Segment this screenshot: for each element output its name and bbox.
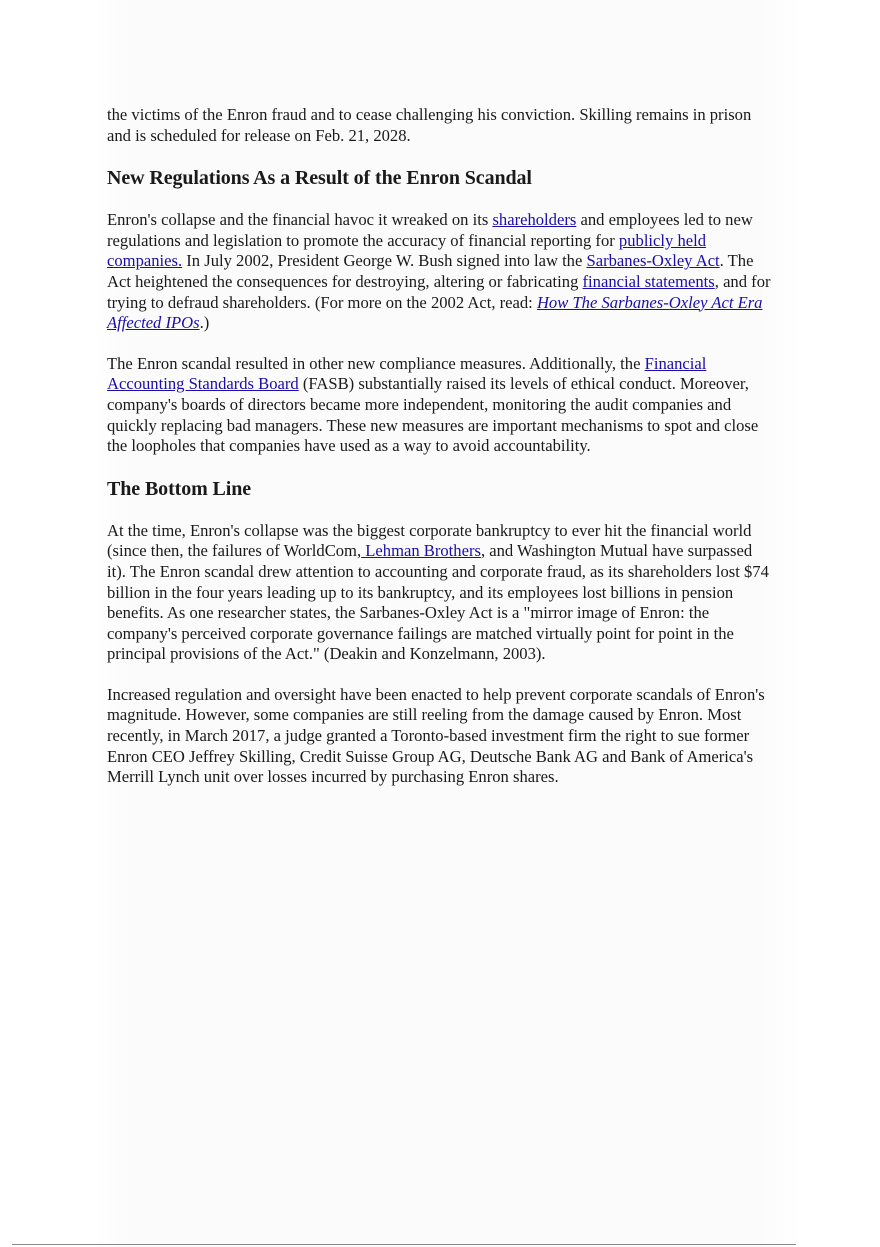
- text-span: The Enron scandal resulted in other new compliance measures. Additionally, the: [107, 353, 645, 373]
- text-span: Enron's collapse and the financial havoc it wreaked on its: [107, 210, 493, 230]
- paragraph-intro: the victims of the Enron fraud and to cease challenging his conviction. Skilling remains in prison and is scheduled for release on Feb. 21, 2028.: [107, 105, 752, 145]
- paragraph-oversight: Increased regulation and oversight have been enacted to help prevent corporate scandals of Enron's magnitude. However, some companies are still reeling from the damage caused by Enron. Most recently, in March 2017, a judge granted a Toronto-based investment firm the right to sue former Enron CEO Jeffrey Skilling, Credit Suisse Group AG, Deutsche Bank AG and Bank of America's Merrill Lynch unit over losses incurred by purchasing Enron shares.: [107, 684, 765, 787]
- link-lehman-brothers[interactable]: Lehman Brothers: [361, 541, 481, 561]
- link-financial-statements[interactable]: financial statements: [582, 271, 715, 291]
- link-publicly-held-companies[interactable]: publicly held companies.: [107, 230, 707, 271]
- text-span: In July 2002, President George W. Bush signed into law the: [182, 251, 587, 271]
- paragraph-regulations: [107, 210, 775, 334]
- link-shareholders[interactable]: shareholders: [492, 210, 577, 230]
- text-span: , and for trying to defraud shareholders. (For more on the 2002 Act, read:: [107, 271, 771, 312]
- paragraph-bottom-line: [107, 521, 775, 665]
- heading-bottom-line: The Bottom Line: [107, 477, 252, 500]
- text-span: . The Act heightened the consequences for destroying, altering or fabricating: [107, 251, 754, 291]
- paragraph-compliance: [107, 354, 775, 457]
- footer-divider: [12, 1244, 796, 1245]
- text-span: At the time, Enron's collapse was the biggest corporate bankruptcy to ever hit the financial world (since then, the failures of WorldCom,: [107, 520, 752, 561]
- text-span: (FASB) substantially raised its levels of ethical conduct. Moreover, company's boards of directors became more independent, monitoring the audit companies and quickly replacing bad managers. These new measures are important mechanisms to spot and close the loopholes that companies have used as a way to avoid accountability.: [107, 374, 759, 456]
- text-span: .): [199, 313, 210, 333]
- heading-new-regulations: New Regulations As a Result of the Enron Scandal: [107, 167, 532, 190]
- text-span: and employees led to new regulations and legislation to promote the accuracy of financial reporting for: [107, 210, 753, 250]
- text-span: , and Washington Mutual have surpassed it). The Enron scandal drew attention to accounting and corporate fraud, as its shareholders lost $74 billion in the four years leading up to its bankruptcy, and its employees lost billions in pension benefits. As one researcher states, the Sarbanes-Oxley Act is a "mirror image of Enron: the company's perceived corporate governance failings are matched virtually point for point in the principal provisions of the Act." (Deakin and Konzelmann, 2003).: [107, 541, 769, 664]
- link-sox-era-ipos[interactable]: How The Sarbanes-Oxley Act Era Affected IPOs: [107, 292, 763, 333]
- article-body: [107, 105, 775, 808]
- link-fasb[interactable]: Financial Accounting Standards Board: [107, 353, 707, 394]
- link-sarbanes-oxley-act[interactable]: Sarbanes-Oxley Act: [586, 251, 720, 271]
